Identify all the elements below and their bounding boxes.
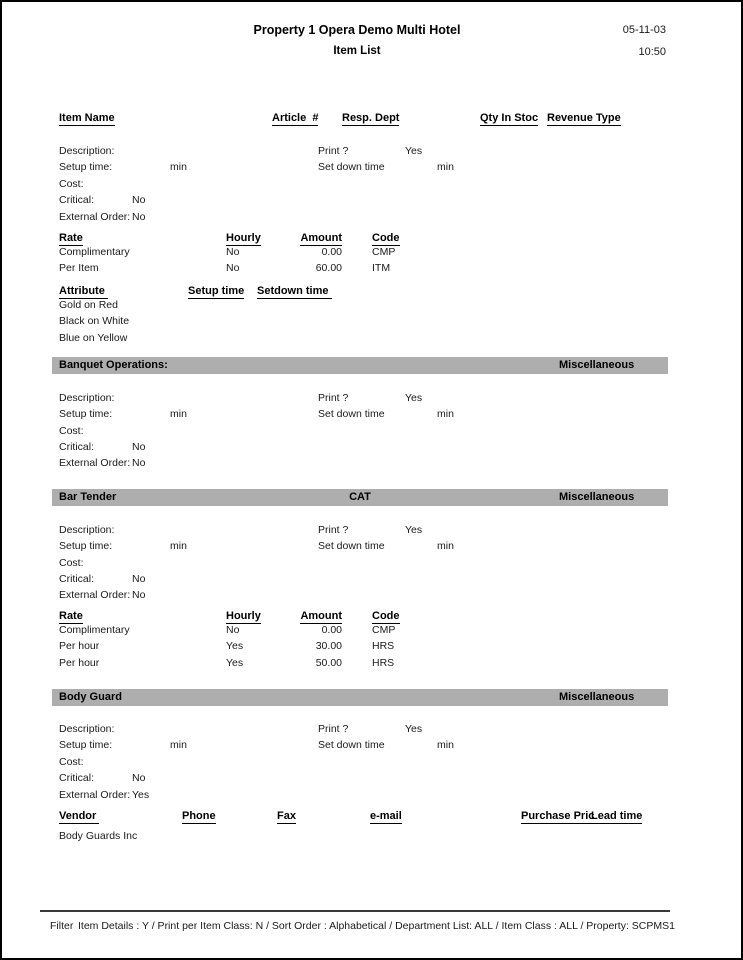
filter-value: Item Details : Y / Print per Item Class: N / Sort Order : Alphabetical / Department List: ALL / Item Class : ALL / Property: SCPMS1 <box>78 920 675 932</box>
detail-row-description <box>2 723 741 739</box>
detail-row-setup <box>2 540 741 556</box>
detail-row-critical <box>2 194 741 210</box>
rate-code: CMP <box>372 245 396 258</box>
critical-label: Critical: <box>59 441 95 454</box>
rate-code: ITM <box>372 262 391 275</box>
attribute-row <box>2 299 741 315</box>
item-name: Bar Tender <box>59 490 117 503</box>
code-column-header: Code <box>372 609 400 622</box>
set-down-time-label: Set down time <box>318 161 385 174</box>
fax-column-header: Fax <box>277 809 296 822</box>
rate-amount: 50.00 <box>315 656 342 669</box>
item-section-2 <box>2 392 741 474</box>
attribute-table-header <box>2 285 741 299</box>
setup-time-unit: min <box>170 540 187 553</box>
rate-name: Complimentary <box>59 623 130 636</box>
attribute-value: Black on White <box>59 315 130 328</box>
rate-column-header: Rate <box>59 231 83 244</box>
rate-row <box>2 657 741 673</box>
hourly-column-header: Hourly <box>226 231 261 244</box>
vendor-name: Body Guards Inc <box>59 829 138 842</box>
attr-setup-time-column-header: Setup time <box>188 284 245 297</box>
detail-row-external-order <box>2 457 741 473</box>
critical-label: Critical: <box>59 772 95 785</box>
lead-time-column-header: Lead time <box>591 809 643 822</box>
critical-value: No <box>132 772 146 785</box>
page-title: Property 1 Opera Demo Multi Hotel <box>253 23 461 37</box>
column-header-row <box>2 112 741 126</box>
external-order-label: External Order: <box>59 589 131 602</box>
critical-value: No <box>132 441 146 454</box>
attr-setdown-time-column-header: Setdown time <box>257 284 332 297</box>
critical-value: No <box>132 194 146 207</box>
column-header-qty-in-stock: Qty In Stoc <box>480 112 539 124</box>
purchase-price-column-header: Purchase Pric <box>521 809 595 822</box>
cost-label: Cost: <box>59 177 84 190</box>
rate-table-header <box>2 232 741 246</box>
detail-row-critical <box>2 772 741 788</box>
description-label: Description: <box>59 523 115 536</box>
external-order-value: No <box>132 589 146 602</box>
cost-label: Cost: <box>59 755 84 768</box>
critical-label: Critical: <box>59 194 95 207</box>
rate-name: Per Item <box>59 262 99 275</box>
external-order-value: No <box>132 210 146 223</box>
email-column-header: e-mail <box>370 809 402 822</box>
setup-time-unit: min <box>170 739 187 752</box>
detail-row-critical <box>2 441 741 457</box>
setup-time-label: Setup time: <box>59 540 113 553</box>
description-label: Description: <box>59 145 115 157</box>
print-label: Print ? <box>318 722 349 735</box>
rate-hourly: Yes <box>226 656 244 669</box>
section-header-bar-tender <box>52 489 668 506</box>
rate-hourly: No <box>226 623 240 636</box>
rate-row <box>2 624 741 640</box>
rate-hourly: Yes <box>226 640 244 653</box>
external-order-label: External Order: <box>59 210 131 223</box>
rate-amount: 60.00 <box>315 262 342 275</box>
section-header-body-guard <box>52 689 668 706</box>
set-down-time-unit: min <box>437 739 454 752</box>
cost-label: Cost: <box>59 556 84 569</box>
rate-column-header: Rate <box>59 609 83 622</box>
vendor-table-header <box>2 810 741 824</box>
detail-row-external-order <box>2 589 741 605</box>
setup-time-label: Setup time: <box>59 408 113 421</box>
item-section-3 <box>2 524 741 673</box>
rate-hourly: No <box>226 245 240 258</box>
detail-row-external-order <box>2 789 741 805</box>
attribute-value: Gold on Red <box>59 298 118 311</box>
code-column-header: Code <box>372 231 400 244</box>
set-down-time-label: Set down time <box>318 540 385 553</box>
column-header-article: Article # <box>272 112 319 124</box>
rate-code: HRS <box>372 640 395 653</box>
amount-column-header: Amount <box>300 231 342 244</box>
detail-row-description <box>2 392 741 408</box>
hourly-column-header: Hourly <box>226 609 261 622</box>
report-date: 05-11-03 <box>622 24 666 36</box>
rate-name: Complimentary <box>59 245 130 258</box>
attribute-value: Blue on Yellow <box>59 331 128 344</box>
amount-column-header: Amount <box>300 609 342 622</box>
rate-row <box>2 246 741 262</box>
vendor-row <box>2 830 741 846</box>
rate-code: CMP <box>372 623 396 636</box>
detail-row-cost <box>2 756 741 772</box>
external-order-label: External Order: <box>59 788 131 801</box>
item-name: Body Guard <box>59 690 122 703</box>
footer-divider <box>40 910 670 912</box>
rate-name: Per hour <box>59 656 100 669</box>
attribute-row <box>2 332 741 348</box>
print-value: Yes <box>405 523 423 536</box>
item-revenue-type: Miscellaneous <box>559 690 635 703</box>
vendor-column-header: Vendor <box>59 809 100 822</box>
filter-label: Filter <box>50 920 74 932</box>
print-label: Print ? <box>318 145 349 157</box>
print-label: Print ? <box>318 523 349 536</box>
detail-row-cost <box>2 557 741 573</box>
column-header-resp-dept: Resp. Dept <box>342 112 400 124</box>
report-time: 10:50 <box>638 46 666 58</box>
detail-row-setup <box>2 408 741 424</box>
item-section-1 <box>2 145 741 348</box>
external-order-value: Yes <box>132 788 150 801</box>
setup-time-label: Setup time: <box>59 739 113 752</box>
setup-time-unit: min <box>170 408 187 421</box>
set-down-time-label: Set down time <box>318 739 385 752</box>
rate-row <box>2 262 741 278</box>
print-value: Yes <box>405 145 423 157</box>
external-order-value: No <box>132 457 146 470</box>
detail-row-description <box>2 145 741 161</box>
detail-row-setup <box>2 739 741 755</box>
column-header-revenue-type: Revenue Type <box>547 112 621 124</box>
item-resp-dept: CAT <box>349 490 371 503</box>
attribute-column-header: Attribute <box>59 284 108 297</box>
set-down-time-label: Set down time <box>318 408 385 421</box>
item-revenue-type: Miscellaneous <box>559 490 635 503</box>
detail-row-cost <box>2 425 741 441</box>
item-name: Banquet Operations: <box>59 358 168 371</box>
detail-row-setup <box>2 161 741 177</box>
print-value: Yes <box>405 722 423 735</box>
detail-row-description <box>2 524 741 540</box>
set-down-time-unit: min <box>437 408 454 421</box>
detail-row-cost <box>2 178 741 194</box>
external-order-label: External Order: <box>59 457 131 470</box>
rate-amount: 0.00 <box>321 245 342 258</box>
rate-hourly: No <box>226 262 240 275</box>
item-revenue-type: Miscellaneous <box>559 358 635 371</box>
footer <box>2 920 743 934</box>
attribute-row <box>2 315 741 331</box>
rate-amount: 30.00 <box>315 640 342 653</box>
detail-row-external-order <box>2 211 741 227</box>
set-down-time-unit: min <box>437 161 454 174</box>
rate-name: Per hour <box>59 640 100 653</box>
cost-label: Cost: <box>59 424 84 437</box>
phone-column-header: Phone <box>182 809 216 822</box>
print-value: Yes <box>405 391 423 404</box>
column-header-item-name: Item Name <box>59 112 115 124</box>
detail-row-critical <box>2 573 741 589</box>
rate-table-header <box>2 610 741 624</box>
description-label: Description: <box>59 391 115 404</box>
rate-row <box>2 640 741 656</box>
report-subtitle: Item List <box>333 45 381 57</box>
rate-code: HRS <box>372 656 395 669</box>
rate-amount: 0.00 <box>321 623 342 636</box>
setup-time-unit: min <box>170 161 187 174</box>
section-header-banquet-operations <box>52 357 668 374</box>
critical-value: No <box>132 573 146 586</box>
setup-time-label: Setup time: <box>59 161 113 174</box>
report-header <box>2 2 741 60</box>
print-label: Print ? <box>318 391 349 404</box>
item-section-4 <box>2 723 741 846</box>
critical-label: Critical: <box>59 573 95 586</box>
description-label: Description: <box>59 722 115 735</box>
set-down-time-unit: min <box>437 540 454 553</box>
